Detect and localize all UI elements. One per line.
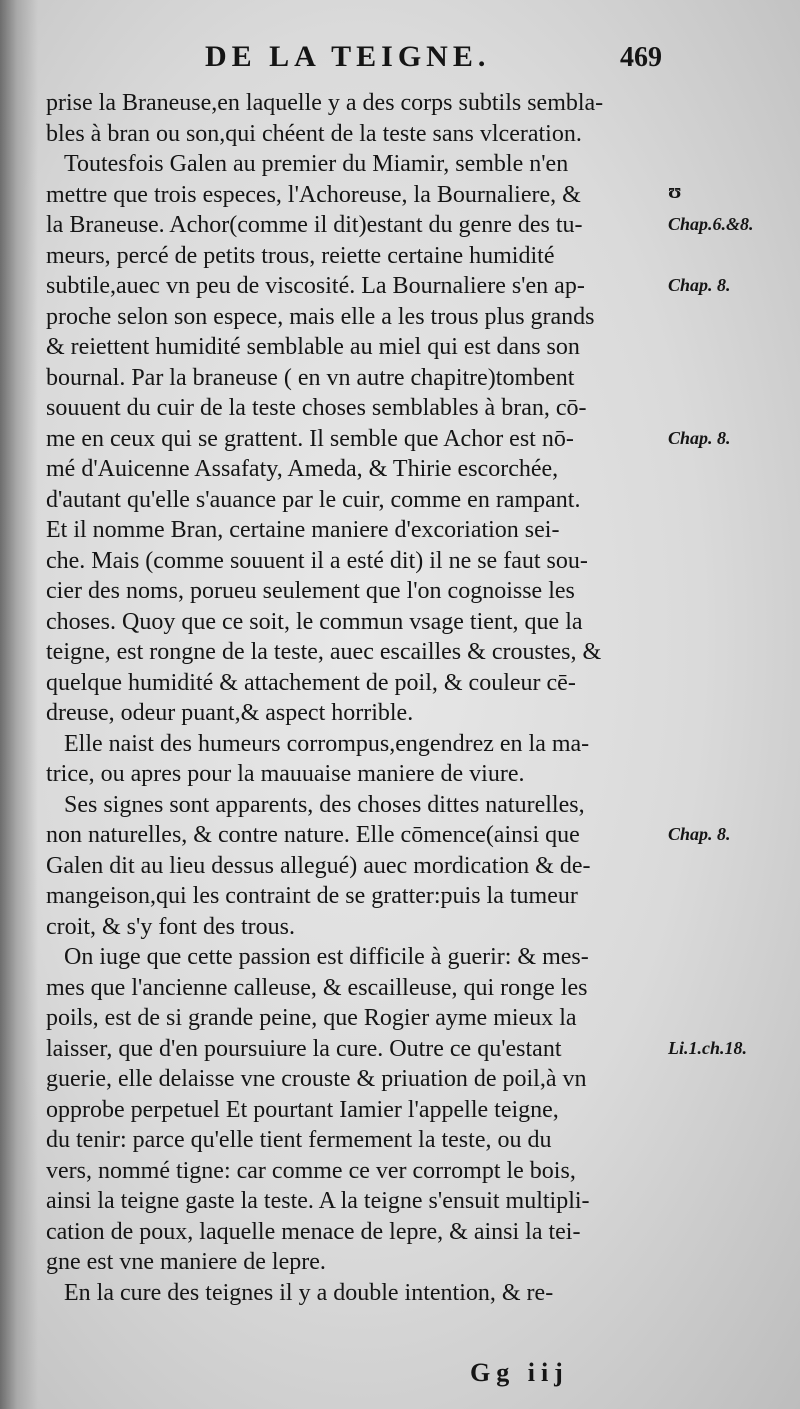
text-line: trice, ou apres pour la mauuaise maniere de viure. <box>46 761 525 787</box>
binding-gutter-shadow <box>0 0 38 1409</box>
text-line: du tenir: parce qu'elle tient fermement la teste, ou du <box>46 1127 552 1153</box>
text-line: prise la Braneuse,en laquelle y a des corps subtils sembla- <box>46 90 604 116</box>
text-line: choses. Quoy que ce soit, le commun vsage tient, que la <box>46 608 583 635</box>
marginal-symbol: ʊ <box>668 178 682 203</box>
marginal-notes <box>664 0 800 1409</box>
text-line: non naturelles, & contre nature. Elle cōmence(ainsi que <box>46 822 580 848</box>
text-line: cier des noms, porueu seulement que l'on cognoisse les <box>46 578 575 604</box>
text-line: En la cure des teignes il y a double intention, & re- <box>64 1279 554 1306</box>
text-line: meurs, percé de petits trous, reiette certaine humidité <box>46 242 555 269</box>
gathering-signature: Gg iij <box>470 1358 569 1387</box>
text-line: croit, & s'y font des trous. <box>46 913 295 940</box>
text-line: Toutesfois Galen au premier du Miamir, semble n'en <box>64 151 569 177</box>
text-line: quelque humidité & attachement de poil, & couleur cē- <box>46 669 576 696</box>
text-line: Elle naist des humeurs corrompus,engendrez en la ma- <box>64 730 590 757</box>
text-line: mettre que trois especes, l'Achoreuse, la Bournaliere, & <box>46 181 581 208</box>
marginal-note: Li.1.ch.18. <box>668 1037 747 1058</box>
text-line: gne est vne maniere de lepre. <box>46 1249 326 1275</box>
text-line: opprobe perpetuel Et pourtant Iamier l'appelle teigne, <box>46 1096 559 1123</box>
text-line: poils, est de si grande peine, que Rogier ayme mieux la <box>46 1005 577 1031</box>
text-line: mes que l'ancienne calleuse, & escailleuse, qui ronge les <box>46 974 588 1001</box>
running-head: DE LA TEIGNE. <box>205 40 491 73</box>
text-line: On iuge que cette passion est difficile à guerir: & mes- <box>64 944 589 970</box>
text-line: vers, nommé tigne: car comme ce ver corrompt le bois, <box>46 1157 576 1184</box>
text-line: bournal. Par la braneuse ( en vn autre chapitre)tombent <box>46 364 575 391</box>
text-line: dreuse, odeur puant,& aspect horrible. <box>46 700 414 726</box>
page-number: 469 <box>620 42 662 73</box>
text-line: subtile,auec vn peu de viscosité. La Bournaliere s'en ap- <box>46 273 585 299</box>
text-line: mangeison,qui les contraint de se gratter:puis la tumeur <box>46 883 578 909</box>
text-line: che. Mais (comme souuent il a esté dit) il ne se faut sou- <box>46 547 588 574</box>
text-line: la Braneuse. Achor(comme il dit)estant du genre des tu- <box>46 212 583 238</box>
text-line: Ses signes sont apparents, des choses dittes naturelles, <box>64 791 585 818</box>
text-line: me en ceux qui se grattent. Il semble que Achor est nō- <box>46 425 574 452</box>
marginal-note: Chap. 8. <box>668 275 731 295</box>
marginal-note: Chap. 8. <box>668 824 731 844</box>
text-line: bles à bran ou son,qui chéent de la teste sans vlceration. <box>46 120 582 147</box>
text-line: & reiettent humidité semblable au miel qui est dans son <box>46 334 580 360</box>
text-line: Et il nomme Bran, certaine maniere d'excoriation sei- <box>46 517 560 543</box>
marginal-note: Chap.6.&8. <box>668 214 754 234</box>
text-line: Galen dit au lieu dessus allegué) auec mordication & de- <box>46 852 591 879</box>
marginal-note: Chap. 8. <box>668 427 731 448</box>
text-line: souuent du cuir de la teste choses semblables à bran, cō- <box>46 395 587 421</box>
text-line: laisser, que d'en poursuiure la cure. Outre ce qu'estant <box>46 1035 562 1062</box>
text-line: proche selon son espece, mais elle a les trous plus grands <box>46 303 595 330</box>
text-line: guerie, elle delaisse vne crouste & priuation de poil,à vn <box>46 1066 587 1092</box>
text-line: teigne, est rongne de la teste, auec escailles & croustes, & <box>46 639 602 665</box>
text-line: ainsi la teigne gaste la teste. A la teigne s'ensuit multipli- <box>46 1188 590 1214</box>
body-text <box>46 88 666 1308</box>
text-line: cation de poux, laquelle menace de lepre, & ainsi la tei- <box>46 1218 581 1245</box>
text-line: d'autant qu'elle s'auance par le cuir, comme en rampant. <box>46 486 581 513</box>
text-line: mé d'Auicenne Assafaty, Ameda, & Thirie escorchée, <box>46 456 559 482</box>
